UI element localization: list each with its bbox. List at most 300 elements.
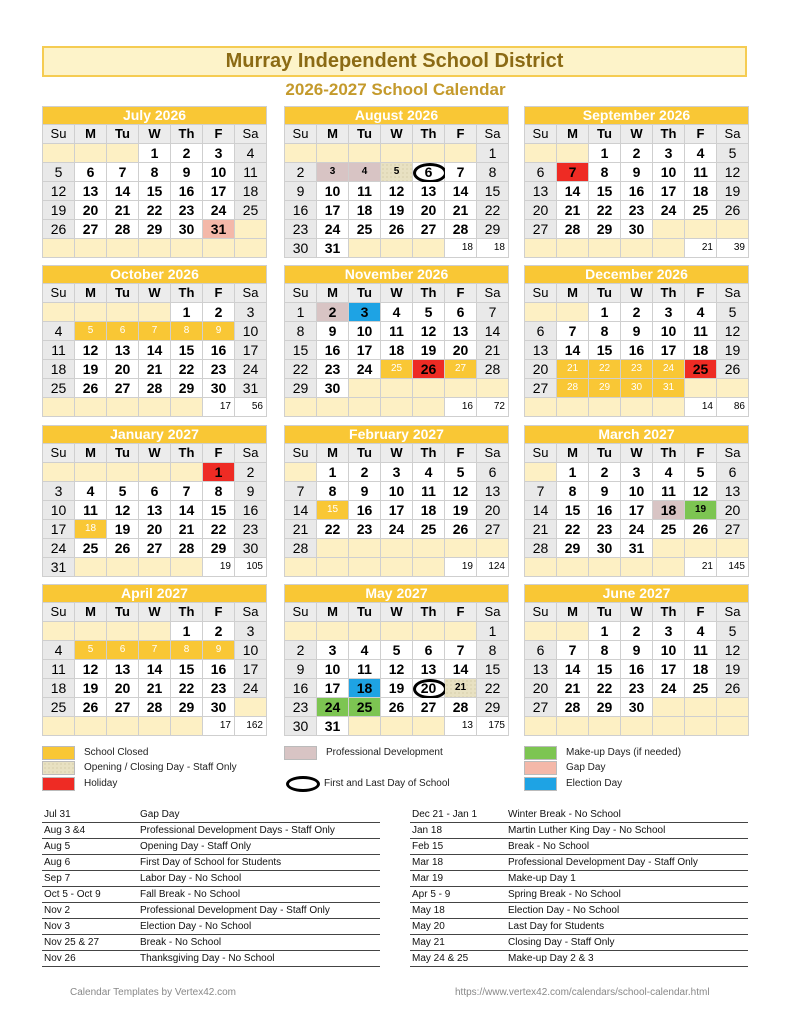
day-cell[interactable]: 1 <box>557 463 588 481</box>
day-cell[interactable]: 9 <box>203 322 234 340</box>
day-cell[interactable]: 31 <box>621 539 652 557</box>
day-cell[interactable]: 6 <box>717 463 748 481</box>
day-cell[interactable]: 26 <box>685 520 716 538</box>
day-cell[interactable]: 23 <box>621 360 652 378</box>
day-cell[interactable]: 26 <box>717 201 748 219</box>
day-cell[interactable]: 1 <box>589 622 620 640</box>
day-cell[interactable]: 28 <box>525 539 556 557</box>
day-cell[interactable]: 10 <box>381 482 412 500</box>
day-cell[interactable]: 29 <box>589 220 620 238</box>
day-cell[interactable]: 28 <box>107 220 138 238</box>
day-cell[interactable]: 20 <box>107 360 138 378</box>
day-cell[interactable]: 23 <box>621 201 652 219</box>
day-cell[interactable]: 17 <box>235 341 266 359</box>
day-cell[interactable]: 19 <box>381 679 412 697</box>
day-cell[interactable]: 5 <box>685 463 716 481</box>
day-cell[interactable]: 25 <box>75 539 106 557</box>
day-cell[interactable]: 25 <box>349 220 380 238</box>
day-cell[interactable]: 8 <box>557 482 588 500</box>
day-cell[interactable]: 5 <box>413 303 444 321</box>
day-cell[interactable]: 6 <box>525 163 556 181</box>
day-cell[interactable]: 21 <box>139 679 170 697</box>
day-cell[interactable]: 30 <box>203 698 234 716</box>
day-cell[interactable]: 28 <box>285 539 316 557</box>
day-cell[interactable]: 17 <box>235 660 266 678</box>
day-cell[interactable]: 4 <box>653 463 684 481</box>
day-cell[interactable]: 17 <box>653 182 684 200</box>
day-cell[interactable]: 1 <box>589 303 620 321</box>
day-cell[interactable]: 11 <box>235 163 266 181</box>
day-cell[interactable]: 9 <box>349 482 380 500</box>
day-cell[interactable]: 3 <box>203 144 234 162</box>
day-cell[interactable]: 22 <box>317 520 348 538</box>
day-cell[interactable]: 26 <box>381 698 412 716</box>
day-cell[interactable]: 19 <box>43 201 74 219</box>
day-cell[interactable]: 21 <box>477 341 508 359</box>
day-cell[interactable]: 2 <box>171 144 202 162</box>
day-cell[interactable]: 30 <box>317 379 348 397</box>
day-cell[interactable]: 25 <box>349 698 380 716</box>
day-cell[interactable]: 11 <box>349 182 380 200</box>
day-cell[interactable]: 21 <box>107 201 138 219</box>
day-cell[interactable]: 1 <box>317 463 348 481</box>
day-cell[interactable]: 15 <box>589 182 620 200</box>
day-cell[interactable]: 3 <box>349 303 380 321</box>
day-cell[interactable]: 5 <box>717 303 748 321</box>
day-cell[interactable]: 20 <box>445 341 476 359</box>
day-cell[interactable]: 19 <box>75 360 106 378</box>
day-cell[interactable]: 14 <box>445 182 476 200</box>
day-cell[interactable]: 15 <box>171 660 202 678</box>
day-cell[interactable]: 16 <box>349 501 380 519</box>
day-cell[interactable]: 18 <box>413 501 444 519</box>
day-cell[interactable]: 27 <box>107 379 138 397</box>
day-cell[interactable]: 31 <box>317 717 348 735</box>
day-cell[interactable]: 31 <box>317 239 348 257</box>
day-cell[interactable]: 28 <box>477 360 508 378</box>
day-cell[interactable]: 30 <box>589 539 620 557</box>
day-cell[interactable]: 19 <box>107 520 138 538</box>
day-cell[interactable]: 14 <box>557 660 588 678</box>
day-cell[interactable]: 8 <box>477 163 508 181</box>
day-cell[interactable]: 19 <box>717 660 748 678</box>
day-cell[interactable]: 20 <box>139 520 170 538</box>
day-cell[interactable]: 2 <box>285 641 316 659</box>
day-cell[interactable]: 30 <box>285 717 316 735</box>
day-cell[interactable]: 13 <box>717 482 748 500</box>
day-cell[interactable]: 30 <box>621 698 652 716</box>
day-cell[interactable]: 17 <box>349 341 380 359</box>
day-cell[interactable]: 23 <box>171 201 202 219</box>
day-cell[interactable]: 28 <box>557 698 588 716</box>
day-cell[interactable]: 9 <box>285 660 316 678</box>
day-cell[interactable]: 3 <box>621 463 652 481</box>
day-cell[interactable]: 13 <box>413 182 444 200</box>
day-cell[interactable]: 6 <box>445 303 476 321</box>
day-cell[interactable]: 8 <box>477 641 508 659</box>
day-cell[interactable]: 23 <box>285 220 316 238</box>
day-cell[interactable]: 16 <box>203 660 234 678</box>
day-cell[interactable]: 23 <box>621 679 652 697</box>
day-cell[interactable]: 10 <box>317 182 348 200</box>
day-cell[interactable]: 26 <box>107 539 138 557</box>
day-cell[interactable]: 11 <box>653 482 684 500</box>
day-cell[interactable]: 13 <box>107 341 138 359</box>
day-cell[interactable]: 8 <box>589 163 620 181</box>
day-cell[interactable]: 22 <box>171 679 202 697</box>
day-cell[interactable]: 5 <box>381 641 412 659</box>
day-cell[interactable]: 8 <box>317 482 348 500</box>
day-cell[interactable]: 15 <box>477 182 508 200</box>
day-cell[interactable]: 25 <box>43 379 74 397</box>
day-cell[interactable]: 30 <box>235 539 266 557</box>
day-cell[interactable]: 18 <box>349 201 380 219</box>
day-cell[interactable]: 24 <box>43 539 74 557</box>
day-cell[interactable]: 29 <box>171 698 202 716</box>
day-cell[interactable]: 21 <box>445 201 476 219</box>
day-cell[interactable]: 29 <box>477 698 508 716</box>
day-cell[interactable]: 26 <box>445 520 476 538</box>
day-cell[interactable]: 27 <box>413 220 444 238</box>
day-cell[interactable]: 15 <box>171 341 202 359</box>
day-cell[interactable]: 4 <box>685 622 716 640</box>
day-cell[interactable]: 23 <box>203 679 234 697</box>
day-cell[interactable]: 12 <box>685 482 716 500</box>
day-cell[interactable]: 6 <box>107 322 138 340</box>
day-cell[interactable]: 10 <box>653 641 684 659</box>
day-cell[interactable]: 16 <box>203 341 234 359</box>
day-cell[interactable]: 28 <box>557 220 588 238</box>
day-cell[interactable]: 20 <box>75 201 106 219</box>
day-cell[interactable]: 11 <box>413 482 444 500</box>
day-cell[interactable]: 27 <box>525 220 556 238</box>
day-cell[interactable]: 29 <box>557 539 588 557</box>
day-cell[interactable]: 21 <box>557 201 588 219</box>
day-cell[interactable]: 2 <box>621 303 652 321</box>
day-cell[interactable]: 29 <box>171 379 202 397</box>
day-cell[interactable]: 11 <box>381 322 412 340</box>
day-cell[interactable]: 2 <box>285 163 316 181</box>
day-cell[interactable]: 30 <box>285 239 316 257</box>
day-cell[interactable]: 16 <box>171 182 202 200</box>
day-cell[interactable]: 14 <box>171 501 202 519</box>
day-cell[interactable]: 15 <box>589 660 620 678</box>
day-cell[interactable]: 25 <box>685 201 716 219</box>
day-cell[interactable]: 14 <box>557 341 588 359</box>
day-cell[interactable]: 22 <box>285 360 316 378</box>
day-cell[interactable]: 14 <box>139 341 170 359</box>
day-cell[interactable]: 1 <box>477 622 508 640</box>
day-cell[interactable]: 27 <box>525 698 556 716</box>
day-cell[interactable]: 12 <box>381 660 412 678</box>
day-cell[interactable]: 28 <box>445 698 476 716</box>
day-cell[interactable]: 6 <box>413 641 444 659</box>
day-cell[interactable]: 7 <box>107 163 138 181</box>
day-cell[interactable]: 18 <box>349 679 380 697</box>
day-cell[interactable]: 1 <box>139 144 170 162</box>
day-cell[interactable]: 22 <box>477 201 508 219</box>
day-cell[interactable]: 16 <box>621 660 652 678</box>
day-cell[interactable]: 24 <box>653 201 684 219</box>
day-cell[interactable]: 31 <box>43 558 74 576</box>
day-cell[interactable]: 7 <box>557 163 588 181</box>
day-cell[interactable]: 7 <box>525 482 556 500</box>
day-cell[interactable]: 29 <box>589 698 620 716</box>
day-cell[interactable]: 26 <box>75 379 106 397</box>
day-cell[interactable]: 21 <box>557 360 588 378</box>
day-cell[interactable]: 3 <box>653 622 684 640</box>
day-cell[interactable]: 2 <box>235 463 266 481</box>
day-cell[interactable]: 19 <box>685 501 716 519</box>
day-cell[interactable]: 21 <box>445 679 476 697</box>
day-cell[interactable]: 5 <box>717 622 748 640</box>
day-cell[interactable]: 20 <box>525 679 556 697</box>
day-cell[interactable]: 20 <box>107 679 138 697</box>
day-cell[interactable]: 24 <box>349 360 380 378</box>
day-cell[interactable]: 29 <box>477 220 508 238</box>
day-cell[interactable]: 19 <box>413 341 444 359</box>
day-cell[interactable]: 11 <box>349 660 380 678</box>
day-cell[interactable]: 2 <box>317 303 348 321</box>
day-cell[interactable]: 5 <box>445 463 476 481</box>
day-cell[interactable]: 30 <box>621 220 652 238</box>
day-cell[interactable]: 7 <box>557 322 588 340</box>
day-cell[interactable]: 10 <box>621 482 652 500</box>
day-cell[interactable]: 27 <box>107 698 138 716</box>
day-cell[interactable]: 3 <box>381 463 412 481</box>
day-cell[interactable]: 9 <box>317 322 348 340</box>
day-cell[interactable]: 1 <box>285 303 316 321</box>
day-cell[interactable]: 5 <box>43 163 74 181</box>
day-cell[interactable]: 11 <box>43 660 74 678</box>
day-cell[interactable]: 4 <box>413 463 444 481</box>
day-cell[interactable]: 17 <box>317 201 348 219</box>
day-cell[interactable]: 3 <box>43 482 74 500</box>
day-cell[interactable]: 4 <box>235 144 266 162</box>
day-cell[interactable]: 13 <box>525 660 556 678</box>
day-cell[interactable]: 11 <box>685 163 716 181</box>
day-cell[interactable]: 29 <box>285 379 316 397</box>
day-cell[interactable]: 30 <box>171 220 202 238</box>
day-cell[interactable]: 13 <box>445 322 476 340</box>
day-cell[interactable]: 21 <box>285 520 316 538</box>
day-cell[interactable]: 19 <box>717 341 748 359</box>
day-cell[interactable]: 4 <box>349 641 380 659</box>
day-cell[interactable]: 15 <box>317 501 348 519</box>
day-cell[interactable]: 17 <box>653 341 684 359</box>
day-cell[interactable]: 6 <box>477 463 508 481</box>
day-cell[interactable]: 17 <box>621 501 652 519</box>
day-cell[interactable]: 10 <box>235 322 266 340</box>
day-cell[interactable]: 7 <box>445 163 476 181</box>
day-cell[interactable]: 2 <box>203 303 234 321</box>
day-cell[interactable]: 12 <box>75 660 106 678</box>
day-cell[interactable]: 5 <box>75 641 106 659</box>
day-cell[interactable]: 2 <box>621 144 652 162</box>
day-cell[interactable]: 7 <box>139 322 170 340</box>
day-cell[interactable]: 23 <box>203 360 234 378</box>
day-cell[interactable]: 12 <box>107 501 138 519</box>
day-cell[interactable]: 6 <box>525 641 556 659</box>
day-cell[interactable]: 31 <box>235 379 266 397</box>
day-cell[interactable]: 18 <box>75 520 106 538</box>
day-cell[interactable]: 31 <box>203 220 234 238</box>
day-cell[interactable]: 13 <box>413 660 444 678</box>
day-cell[interactable]: 25 <box>685 679 716 697</box>
day-cell[interactable]: 12 <box>75 341 106 359</box>
day-cell[interactable]: 24 <box>317 698 348 716</box>
day-cell[interactable]: 29 <box>589 379 620 397</box>
day-cell[interactable]: 12 <box>445 482 476 500</box>
day-cell[interactable]: 7 <box>477 303 508 321</box>
day-cell[interactable]: 28 <box>139 698 170 716</box>
day-cell[interactable]: 9 <box>171 163 202 181</box>
day-cell[interactable]: 25 <box>43 698 74 716</box>
day-cell[interactable]: 4 <box>381 303 412 321</box>
day-cell[interactable]: 14 <box>477 322 508 340</box>
day-cell[interactable]: 17 <box>381 501 412 519</box>
day-cell[interactable]: 22 <box>139 201 170 219</box>
day-cell[interactable]: 17 <box>317 679 348 697</box>
day-cell[interactable]: 4 <box>349 163 380 181</box>
day-cell[interactable]: 27 <box>75 220 106 238</box>
day-cell[interactable]: 15 <box>285 341 316 359</box>
day-cell[interactable]: 23 <box>285 698 316 716</box>
day-cell[interactable]: 9 <box>285 182 316 200</box>
day-cell[interactable]: 18 <box>685 182 716 200</box>
day-cell[interactable]: 12 <box>717 322 748 340</box>
day-cell[interactable]: 13 <box>477 482 508 500</box>
day-cell[interactable]: 16 <box>317 341 348 359</box>
day-cell[interactable]: 9 <box>621 641 652 659</box>
day-cell[interactable]: 19 <box>75 679 106 697</box>
day-cell[interactable]: 15 <box>477 660 508 678</box>
day-cell[interactable]: 7 <box>557 641 588 659</box>
day-cell[interactable]: 21 <box>139 360 170 378</box>
day-cell[interactable]: 9 <box>621 163 652 181</box>
day-cell[interactable]: 24 <box>203 201 234 219</box>
day-cell[interactable]: 23 <box>235 520 266 538</box>
day-cell[interactable]: 6 <box>413 163 444 181</box>
day-cell[interactable]: 30 <box>203 379 234 397</box>
day-cell[interactable]: 18 <box>685 660 716 678</box>
day-cell[interactable]: 6 <box>107 641 138 659</box>
day-cell[interactable]: 23 <box>349 520 380 538</box>
day-cell[interactable]: 9 <box>589 482 620 500</box>
day-cell[interactable]: 22 <box>557 520 588 538</box>
day-cell[interactable]: 15 <box>589 341 620 359</box>
day-cell[interactable]: 25 <box>653 520 684 538</box>
day-cell[interactable]: 1 <box>589 144 620 162</box>
day-cell[interactable]: 9 <box>235 482 266 500</box>
day-cell[interactable]: 7 <box>171 482 202 500</box>
day-cell[interactable]: 10 <box>653 163 684 181</box>
day-cell[interactable]: 22 <box>589 679 620 697</box>
day-cell[interactable]: 4 <box>75 482 106 500</box>
day-cell[interactable]: 2 <box>349 463 380 481</box>
day-cell[interactable]: 23 <box>589 520 620 538</box>
day-cell[interactable]: 18 <box>685 341 716 359</box>
day-cell[interactable]: 3 <box>317 641 348 659</box>
day-cell[interactable]: 19 <box>717 182 748 200</box>
day-cell[interactable]: 5 <box>75 322 106 340</box>
day-cell[interactable]: 4 <box>685 303 716 321</box>
day-cell[interactable]: 14 <box>445 660 476 678</box>
day-cell[interactable]: 27 <box>525 379 556 397</box>
day-cell[interactable]: 10 <box>43 501 74 519</box>
day-cell[interactable]: 24 <box>621 520 652 538</box>
day-cell[interactable]: 27 <box>717 520 748 538</box>
day-cell[interactable]: 14 <box>557 182 588 200</box>
day-cell[interactable]: 5 <box>381 163 412 181</box>
day-cell[interactable]: 3 <box>317 163 348 181</box>
day-cell[interactable]: 22 <box>589 201 620 219</box>
day-cell[interactable]: 16 <box>621 182 652 200</box>
day-cell[interactable]: 11 <box>685 322 716 340</box>
day-cell[interactable]: 4 <box>685 144 716 162</box>
day-cell[interactable]: 3 <box>235 303 266 321</box>
day-cell[interactable]: 1 <box>203 463 234 481</box>
day-cell[interactable]: 12 <box>381 182 412 200</box>
day-cell[interactable]: 27 <box>445 360 476 378</box>
day-cell[interactable]: 28 <box>445 220 476 238</box>
day-cell[interactable]: 20 <box>413 201 444 219</box>
day-cell[interactable]: 2 <box>589 463 620 481</box>
day-cell[interactable]: 12 <box>413 322 444 340</box>
day-cell[interactable]: 8 <box>589 641 620 659</box>
day-cell[interactable]: 10 <box>203 163 234 181</box>
day-cell[interactable]: 5 <box>107 482 138 500</box>
day-cell[interactable]: 10 <box>317 660 348 678</box>
day-cell[interactable]: 16 <box>235 501 266 519</box>
day-cell[interactable]: 8 <box>171 641 202 659</box>
day-cell[interactable]: 26 <box>43 220 74 238</box>
day-cell[interactable]: 21 <box>557 679 588 697</box>
day-cell[interactable]: 24 <box>653 360 684 378</box>
day-cell[interactable]: 21 <box>525 520 556 538</box>
footer-url[interactable]: https://www.vertex42.com/calendars/school-calendar.html <box>455 987 710 998</box>
day-cell[interactable]: 14 <box>139 660 170 678</box>
day-cell[interactable]: 16 <box>621 341 652 359</box>
day-cell[interactable]: 6 <box>139 482 170 500</box>
day-cell[interactable]: 28 <box>557 379 588 397</box>
day-cell[interactable]: 26 <box>717 679 748 697</box>
day-cell[interactable]: 18 <box>653 501 684 519</box>
day-cell[interactable]: 14 <box>285 501 316 519</box>
day-cell[interactable]: 3 <box>653 303 684 321</box>
day-cell[interactable]: 31 <box>653 379 684 397</box>
day-cell[interactable]: 15 <box>557 501 588 519</box>
day-cell[interactable]: 9 <box>621 322 652 340</box>
day-cell[interactable]: 1 <box>171 303 202 321</box>
day-cell[interactable]: 8 <box>171 322 202 340</box>
day-cell[interactable]: 16 <box>285 201 316 219</box>
day-cell[interactable]: 18 <box>235 182 266 200</box>
day-cell[interactable]: 30 <box>621 379 652 397</box>
day-cell[interactable]: 10 <box>349 322 380 340</box>
day-cell[interactable]: 18 <box>43 360 74 378</box>
day-cell[interactable]: 2 <box>621 622 652 640</box>
day-cell[interactable]: 20 <box>477 501 508 519</box>
day-cell[interactable]: 2 <box>203 622 234 640</box>
day-cell[interactable]: 25 <box>413 520 444 538</box>
day-cell[interactable]: 12 <box>43 182 74 200</box>
day-cell[interactable]: 20 <box>717 501 748 519</box>
day-cell[interactable]: 8 <box>285 322 316 340</box>
day-cell[interactable]: 7 <box>445 641 476 659</box>
day-cell[interactable]: 22 <box>171 360 202 378</box>
day-cell[interactable]: 19 <box>445 501 476 519</box>
